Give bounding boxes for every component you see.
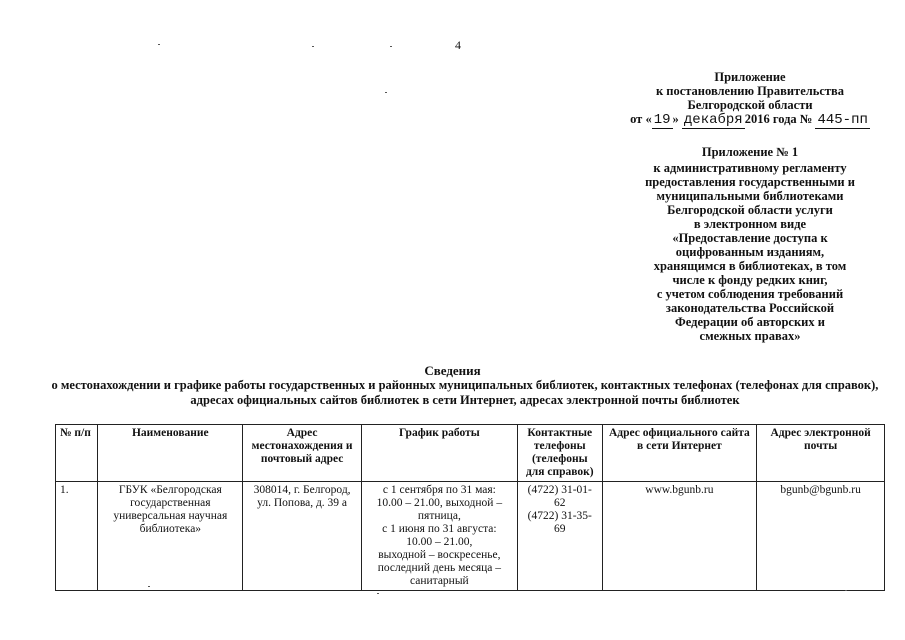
section-title: Сведения: [424, 363, 481, 378]
appendix-line: Белгородской области услуги: [667, 203, 833, 217]
scan-speck: [312, 46, 314, 47]
scan-speck: [390, 46, 392, 47]
header-schedule: График работы: [361, 425, 517, 482]
appendix-block: [600, 145, 900, 343]
approval-line-2: к постановлению Правительства: [655, 84, 845, 98]
scan-speck: [148, 586, 150, 587]
phone-line: (4722) 31-01-62: [527, 484, 592, 509]
header-phones: Контактные телефоны (телефоны для справок): [517, 425, 602, 482]
appendix-line: смежных правах»: [699, 329, 801, 343]
date-mid: »: [672, 112, 679, 126]
schedule-line: с 1 июня по 31 августа:: [382, 523, 497, 535]
header-email: Адрес электронной почты: [757, 425, 885, 482]
header-site: Адрес официального сайта в сети Интернет: [602, 425, 757, 482]
scan-speck: [377, 593, 379, 594]
cell-site: www.bgunb.ru: [602, 482, 757, 591]
schedule-line: 10.00 – 21.00,: [406, 536, 473, 548]
scan-speck: [385, 92, 387, 93]
appendix-line: предоставления государственными и: [645, 175, 855, 189]
libraries-table: [55, 424, 885, 591]
table-header-row: [56, 425, 885, 482]
appendix-line: оцифрованным изданиям,: [675, 245, 825, 259]
decree-number: 445-пп: [817, 112, 868, 128]
approval-block: [600, 70, 900, 127]
appendix-line: хранящимся в библиотеках, в том: [653, 259, 847, 273]
scan-speck: [158, 44, 160, 45]
cell-phones: [517, 482, 602, 591]
appendix-line: муниципальными библиотеками: [656, 189, 844, 203]
approval-line-1: Приложение: [714, 70, 786, 84]
appendix-line: Приложение № 1: [701, 145, 799, 159]
schedule-line: последний день месяца –: [377, 562, 502, 574]
schedule-line: санитарный: [410, 575, 469, 587]
phone-line: (4722) 31-35-69: [527, 510, 592, 535]
cell-address: 308014, г. Белгород, ул. Попова, д. 39 а: [243, 482, 361, 591]
appendix-line: с учетом соблюдения требований: [656, 287, 844, 301]
header-num: № п/п: [56, 425, 98, 482]
approval-date-line: [600, 112, 900, 127]
cell-email: bgunb@bgunb.ru: [757, 482, 885, 591]
schedule-line: с 1 сентября по 31 мая:: [382, 484, 496, 496]
schedule-line: выходной – воскресенье,: [378, 549, 501, 561]
appendix-line: числе к фонду редких книг,: [672, 273, 828, 287]
date-year: 2016 года №: [744, 112, 813, 126]
cell-num: 1.: [56, 482, 98, 591]
header-name: Наименование: [98, 425, 243, 482]
table-row: [56, 482, 885, 591]
page-number: 4: [455, 38, 461, 52]
schedule-line: пятница,: [417, 510, 461, 522]
header-address: Адрес местонахождения и почтовый адрес: [243, 425, 361, 482]
date-prefix: от «: [630, 112, 652, 126]
appendix-line: к административному регламенту: [653, 161, 847, 175]
appendix-line: в электронном виде: [693, 217, 807, 231]
date-month: декабря: [683, 112, 743, 128]
cell-name: ГБУК «Белгородская государственная универсальная научная библиотека»: [98, 482, 243, 591]
appendix-line: Федерации об авторских и: [675, 315, 825, 329]
schedule-line: 10.00 – 21.00, выходной –: [376, 497, 503, 509]
date-day: 19: [653, 112, 671, 128]
cell-schedule: [361, 482, 517, 591]
scan-speck: [845, 590, 847, 591]
approval-line-3: Белгородской области: [687, 98, 813, 112]
section-subtitle: о местонахождении и графике работы государственных и районных муниципальных библиотек, контактных телефонах (телефонах для справок), адресах официальных сайтов библиотек в сети Интернет, адресах электронной почты библиотек: [51, 378, 879, 407]
appendix-line: законодательства Российской: [665, 301, 835, 315]
appendix-line: «Предоставление доступа к: [672, 231, 828, 245]
